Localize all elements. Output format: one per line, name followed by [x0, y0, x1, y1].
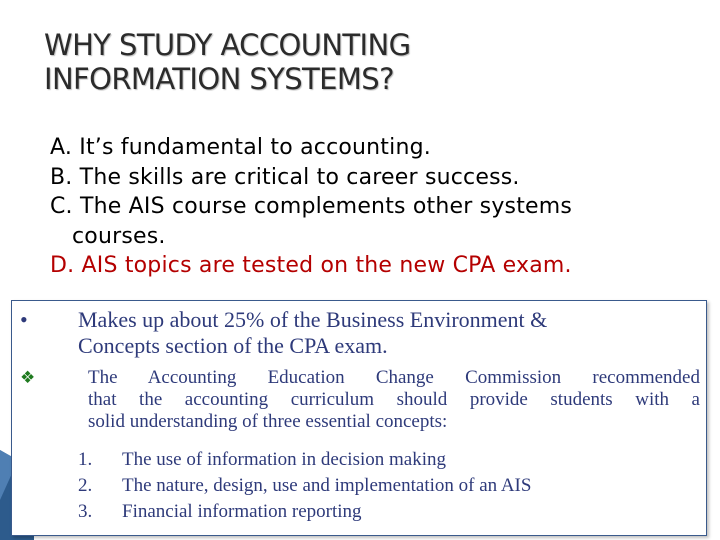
- list-item: [78, 447, 678, 473]
- diamond-bullet-icon: ❖: [20, 368, 36, 388]
- list-number: 1.: [78, 449, 93, 470]
- reason-b: B. The skills are critical to career success.: [50, 164, 520, 190]
- commission-text: [88, 367, 700, 433]
- reason-c-continuation: courses.: [72, 223, 166, 249]
- reasons-list: [50, 133, 690, 281]
- cpa-bullet-line-2: Concepts section of the CPA exam.: [78, 333, 388, 358]
- list-text: The nature, design, use and implementation of an AIS: [122, 475, 532, 496]
- essential-concepts-list: [78, 447, 678, 525]
- cpa-details-box: [11, 300, 707, 536]
- reason-d: D. AIS topics are tested on the new CPA exam.: [50, 253, 572, 278]
- list-item: [78, 499, 678, 525]
- reason-c: C. The AIS course complements other systems: [50, 194, 573, 219]
- slide-title: [44, 28, 564, 96]
- commission-line-1: The Accounting Education Change Commission recommended: [88, 367, 700, 388]
- list-item: [78, 473, 678, 499]
- list-number: 2.: [78, 475, 93, 496]
- reason-a: A. It’s fundamental to accounting.: [50, 135, 431, 160]
- list-text: Financial information reporting: [122, 501, 362, 522]
- slide-title-line-1: WHY STUDY ACCOUNTING: [44, 28, 411, 62]
- list-text: The use of information in decision making: [122, 449, 446, 470]
- commission-line-3: solid understanding of three essential concepts:: [88, 411, 448, 432]
- list-number: 3.: [78, 501, 93, 522]
- cpa-bullet-line-1: Makes up about 25% of the Business Environment &: [78, 307, 548, 332]
- slide-title-line-2: INFORMATION SYSTEMS?: [44, 62, 394, 96]
- commission-line-2: that the accounting curriculum should provide students with a: [88, 389, 700, 410]
- bullet-icon: •: [20, 307, 28, 332]
